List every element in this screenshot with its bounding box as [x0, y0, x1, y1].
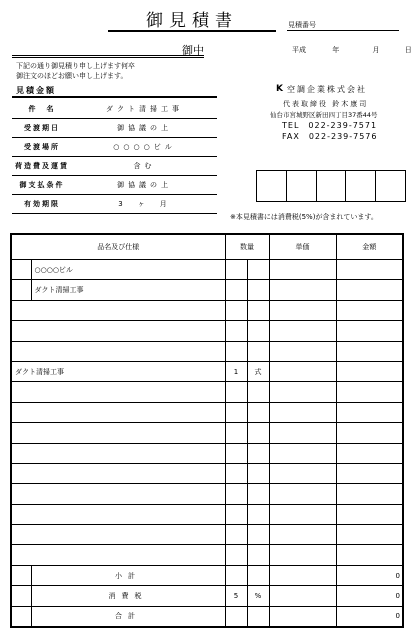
- subtotal-label: 小計: [31, 565, 225, 585]
- info-row: [12, 119, 217, 138]
- stamp-box[interactable]: [346, 171, 376, 201]
- item-unit: [247, 463, 269, 483]
- estimate-number-label: 見積番号: [288, 21, 316, 29]
- table-row: [11, 300, 403, 320]
- table-row: [11, 443, 403, 463]
- item-qty: [225, 484, 247, 504]
- item-qty: [225, 280, 247, 300]
- info-table: [12, 100, 217, 214]
- item-name: [11, 484, 225, 504]
- total-amount: 0: [336, 606, 403, 627]
- total-row: [11, 606, 403, 627]
- item-name: [11, 545, 225, 565]
- item-amount: [336, 280, 403, 300]
- info-key: 荷造費及運賃: [12, 157, 72, 176]
- info-key: 受渡期日: [12, 119, 72, 138]
- table-row: [11, 280, 403, 300]
- item-name: [11, 423, 225, 443]
- date-day: 日: [404, 46, 412, 54]
- item-unit: [247, 341, 269, 361]
- date-month: 月: [372, 46, 380, 54]
- info-value: 御協議の上: [72, 119, 217, 138]
- item-name: [11, 402, 225, 422]
- item-amount: [336, 423, 403, 443]
- date-row: [292, 45, 412, 55]
- item-unit: [247, 545, 269, 565]
- table-row: [11, 423, 403, 443]
- item-qty: [225, 382, 247, 402]
- item-qty: [225, 504, 247, 524]
- row-no: [11, 606, 31, 627]
- total-price: [269, 606, 336, 627]
- header-amount: 金額: [336, 234, 403, 260]
- intro-line-1: 下記の通り御見積り申し上げます何卒: [16, 62, 135, 70]
- item-qty: [225, 402, 247, 422]
- table-row: [11, 545, 403, 565]
- company-logo-icon: K: [276, 84, 284, 94]
- header-row: [11, 234, 403, 260]
- item-unit: [247, 300, 269, 320]
- tax-qty: 5: [225, 586, 247, 606]
- item-amount: [336, 341, 403, 361]
- info-value: ○○○○ビル: [72, 138, 217, 157]
- item-unit: 式: [247, 361, 269, 381]
- item-amount: [336, 260, 403, 280]
- info-key: 件 名: [12, 100, 72, 119]
- item-price: [269, 321, 336, 341]
- item-amount: [336, 484, 403, 504]
- table-row: [11, 361, 403, 381]
- subtotal-price: [269, 565, 336, 585]
- item-price: [269, 300, 336, 320]
- item-price: [269, 361, 336, 381]
- item-unit: [247, 260, 269, 280]
- date-year: 年: [332, 46, 340, 54]
- info-row: [12, 176, 217, 195]
- tax-amount: 0: [336, 586, 403, 606]
- info-row: [12, 138, 217, 157]
- item-amount: [336, 402, 403, 422]
- item-unit: [247, 280, 269, 300]
- item-amount: [336, 382, 403, 402]
- item-amount: [336, 321, 403, 341]
- stamp-boxes: [256, 170, 406, 202]
- info-row: [12, 195, 217, 214]
- item-price: [269, 463, 336, 483]
- estimate-number-line: [287, 30, 399, 31]
- table-row: [11, 504, 403, 524]
- item-amount: [336, 525, 403, 545]
- tax-note: ※本見積書には消費税(5%)が含まれています。: [230, 213, 378, 221]
- table-row: [11, 463, 403, 483]
- addressee-line-2: [12, 57, 204, 58]
- tax-unit: %: [247, 586, 269, 606]
- item-qty: [225, 321, 247, 341]
- row-no: [11, 260, 31, 280]
- item-price: [269, 423, 336, 443]
- item-name: ダクト清掃工事: [31, 280, 225, 300]
- item-qty: [225, 341, 247, 361]
- stamp-box[interactable]: [317, 171, 347, 201]
- addressee-line: [12, 55, 204, 56]
- info-row: [12, 100, 217, 119]
- item-unit: [247, 484, 269, 504]
- company-fax: FAX 022-239-7576: [282, 132, 378, 141]
- subtotal-unit: [247, 565, 269, 585]
- date-era: 平成: [292, 46, 306, 54]
- item-qty: [225, 525, 247, 545]
- item-qty: [225, 545, 247, 565]
- item-unit: [247, 504, 269, 524]
- table-row: [11, 321, 403, 341]
- item-price: [269, 280, 336, 300]
- item-price: [269, 443, 336, 463]
- item-qty: [225, 300, 247, 320]
- estimate-total-line: [12, 96, 217, 98]
- item-amount: [336, 300, 403, 320]
- item-price: [269, 525, 336, 545]
- item-amount: [336, 545, 403, 565]
- company-representative: 代表取締役 鈴木康司: [283, 100, 369, 108]
- subtotal-qty: [225, 565, 247, 585]
- stamp-box[interactable]: [376, 171, 405, 201]
- table-row: [11, 525, 403, 545]
- item-amount: [336, 443, 403, 463]
- subtotal-row: [11, 565, 403, 585]
- table-row: [11, 260, 403, 280]
- item-name: ダクト清掃工事: [11, 361, 225, 381]
- info-value: 含む: [72, 157, 217, 176]
- item-price: [269, 504, 336, 524]
- total-unit: [247, 606, 269, 627]
- document-title: 御見積書: [146, 11, 238, 31]
- item-amount: [336, 463, 403, 483]
- info-value: ダクト清掃工事: [72, 100, 217, 119]
- item-name: [11, 321, 225, 341]
- info-value: 3 ヶ 月: [72, 195, 217, 214]
- header-unit-price: 単価: [269, 234, 336, 260]
- item-name: [11, 341, 225, 361]
- item-unit: [247, 423, 269, 443]
- item-qty: [225, 443, 247, 463]
- header-item: 品名及び仕様: [11, 234, 225, 260]
- item-name: ○○○○ビル: [31, 260, 225, 280]
- item-unit: [247, 525, 269, 545]
- row-no: [11, 280, 31, 300]
- tax-row: [11, 586, 403, 606]
- item-price: [269, 382, 336, 402]
- tax-label: 消費税: [31, 586, 225, 606]
- item-rows: [11, 260, 403, 566]
- item-name: [11, 382, 225, 402]
- tax-price: [269, 586, 336, 606]
- item-name: [11, 504, 225, 524]
- row-no: [11, 586, 31, 606]
- item-qty: [225, 260, 247, 280]
- item-unit: [247, 382, 269, 402]
- item-price: [269, 545, 336, 565]
- item-price: [269, 484, 336, 504]
- info-key: 有効期限: [12, 195, 72, 214]
- table-row: [11, 341, 403, 361]
- item-name: [11, 300, 225, 320]
- company-name: 空調企業株式会社: [287, 85, 367, 94]
- addressee-suffix: 御中: [182, 44, 204, 57]
- company-tel: TEL 022-239-7571: [282, 121, 378, 130]
- item-name: [11, 525, 225, 545]
- item-unit: [247, 321, 269, 341]
- item-name: [11, 463, 225, 483]
- item-qty: 1: [225, 361, 247, 381]
- items-table: [10, 233, 404, 628]
- header-qty: 数量: [225, 234, 269, 260]
- intro-text: [16, 61, 135, 81]
- table-row: [11, 484, 403, 504]
- item-price: [269, 260, 336, 280]
- stamp-box[interactable]: [287, 171, 317, 201]
- table-row: [11, 402, 403, 422]
- table-row: [11, 382, 403, 402]
- info-row: [12, 157, 217, 176]
- company-address: 仙台市宮城野区新田四丁目37番44号: [270, 111, 378, 119]
- item-unit: [247, 402, 269, 422]
- item-unit: [247, 443, 269, 463]
- title-underline: [108, 30, 276, 32]
- total-label: 合計: [31, 606, 225, 627]
- total-qty: [225, 606, 247, 627]
- item-name: [11, 443, 225, 463]
- item-price: [269, 402, 336, 422]
- stamp-box[interactable]: [257, 171, 287, 201]
- item-price: [269, 341, 336, 361]
- info-value: 御協議の上: [72, 176, 217, 195]
- estimate-total-label: 見積金額: [16, 86, 56, 95]
- intro-line-2: 御注文のほどお願い申し上げます。: [16, 72, 128, 80]
- item-qty: [225, 463, 247, 483]
- item-amount: [336, 504, 403, 524]
- item-qty: [225, 423, 247, 443]
- item-amount: [336, 361, 403, 381]
- subtotal-amount: 0: [336, 565, 403, 585]
- info-key: 受渡場所: [12, 138, 72, 157]
- row-no: [11, 565, 31, 585]
- info-key: 御支払条件: [12, 176, 72, 195]
